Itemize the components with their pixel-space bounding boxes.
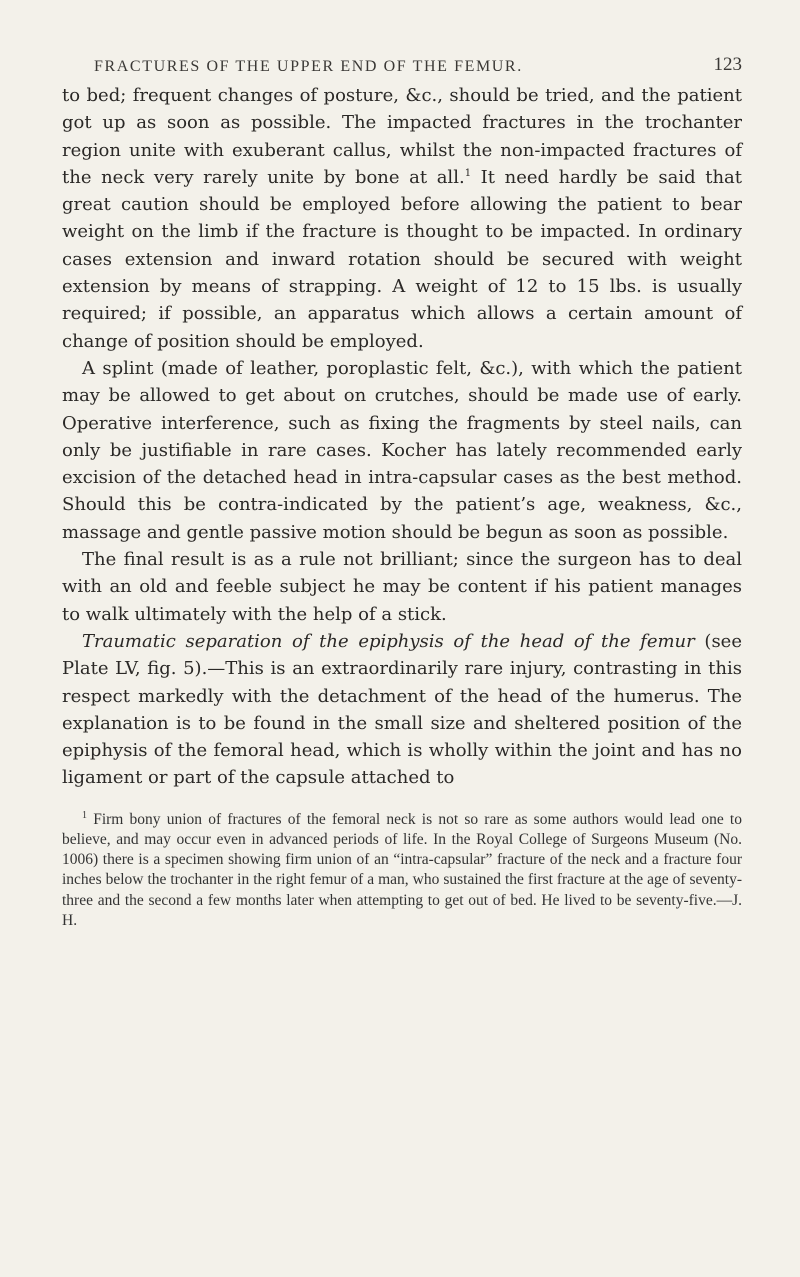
footnote-text: Firm bony union of fractures of the femoral neck is not so rare as some authors would lead one to believe, and may occur even in advanced periods of life. In the Royal College of Surgeons Museum (No. 1006) there is a specimen showing firm union of an “intra-capsular” fracture of the neck and a fracture four inches below the trochanter in the right femur of a man, who sustained the first fracture at the age of seventy-three and the second a few months later when attempting to get out of bed. He lived to be seventy-five.—J. H.: [62, 810, 742, 929]
running-title: FRACTURES OF THE UPPER END OF THE FEMUR.: [94, 58, 523, 75]
running-head: [62, 46, 742, 82]
page-number: 123: [713, 54, 742, 75]
footnote-marker: 1: [82, 809, 87, 821]
footnote-paragraph: [62, 810, 742, 931]
paragraph-3: The final result is as a rule not brilliant; since the surgeon has to deal with an old and feeble subject he may be content if his patient manages to walk ultimately with the help of a stick.: [62, 549, 742, 625]
paragraph-2: A splint (made of leather, poroplastic felt, &c.), with which the patient may be allowed to get about on crutches, should be made use of early. Operative interference, such as fixing the fragments by steel nails, can only be justifiable in rare cases. Kocher has lately recommended early excision of the detached head in intra-capsular cases as the best method. Should this be contra-indicated by the patient’s age, weakness, &c., massage and gentle passive motion should be begun as soon as possible.: [62, 357, 742, 543]
paragraph-1-text-a: to bed; frequent changes of posture, &c., should be tried, and the patient got up as soon as possible. The impacted fractures in the trochanter region unite with exuberant callus, whilst the non-impacted fractures of the neck very rarely unite by bone at all.: [62, 85, 742, 188]
footnote-reference: 1: [464, 167, 472, 179]
paragraph-1: [62, 82, 742, 355]
section-heading-italic: Traumatic separation of the epiphysis of the head of the femur: [82, 630, 695, 652]
paragraph-4: [62, 628, 742, 792]
footnote: [62, 810, 742, 931]
paragraph-4-text: (see Plate LV, fig. 5).—This is an extraordinarily rare injury, contrasting in this respect markedly with the detachment of the head of the humerus. The explanation is to be found in the small size and sheltered position of the epiphysis of the femoral head, which is wholly within the joint and has no ligament or part of the capsule attached to: [62, 630, 742, 789]
paragraph-1-text-b: It need hardly be said that great caution should be employed before allowing the patient to bear weight on the limb if the fracture is thought to be impacted. In ordinary cases extension and inward rotation should be secured with weight extension by means of strapping. A weight of 12 to 15 lbs. is usually required; if possible, an apparatus which allows a certain amount of change of position should be employed.: [62, 166, 743, 352]
body-text: [62, 82, 742, 792]
